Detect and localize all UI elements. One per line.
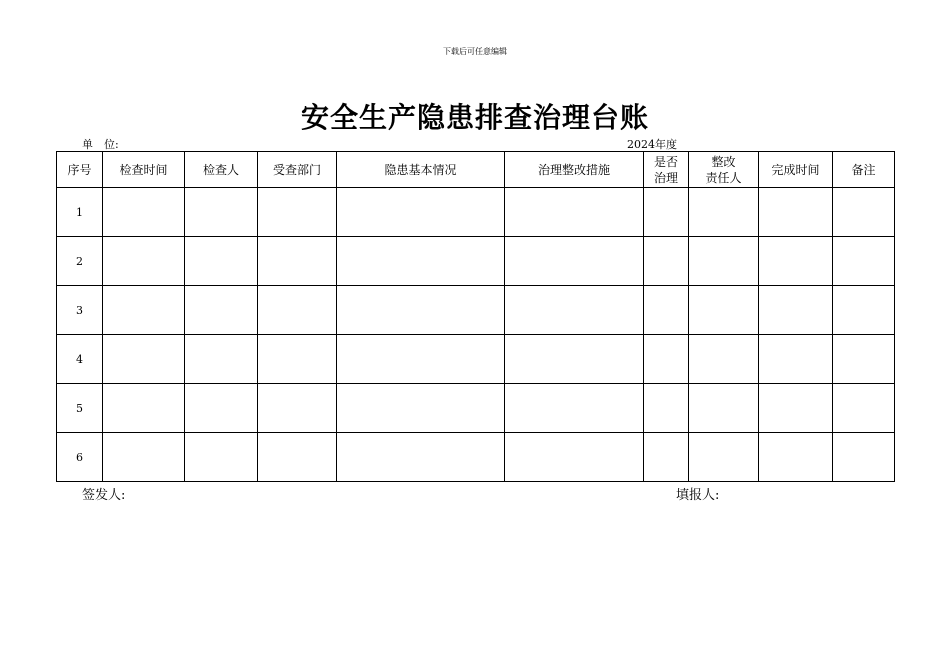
finish-time-cell[interactable] (759, 286, 833, 335)
department-cell[interactable] (258, 188, 337, 237)
column-header-seq: 序号 (57, 152, 103, 188)
seq-cell: 2 (57, 237, 103, 286)
department-cell[interactable] (258, 384, 337, 433)
finish-time-cell[interactable] (759, 335, 833, 384)
column-header-check-time: 检查时间 (103, 152, 185, 188)
department-cell[interactable] (258, 237, 337, 286)
hazard-info-cell[interactable] (337, 286, 505, 335)
remarks-cell[interactable] (833, 286, 895, 335)
measures-cell[interactable] (505, 433, 644, 482)
remarks-cell[interactable] (833, 188, 895, 237)
column-header-treated (644, 152, 689, 188)
treated-cell[interactable] (644, 335, 689, 384)
remarks-cell[interactable] (833, 384, 895, 433)
finish-time-cell[interactable] (759, 237, 833, 286)
treated-cell[interactable] (644, 237, 689, 286)
measures-cell[interactable] (505, 384, 644, 433)
column-header-treated-line1: 是否 (653, 154, 678, 169)
seq-cell: 4 (57, 335, 103, 384)
column-header-responsible-line2: 责任人 (705, 170, 742, 185)
check-time-cell[interactable] (103, 188, 185, 237)
table-row (57, 335, 895, 384)
hazard-ledger-table (56, 151, 895, 482)
column-header-remarks: 备注 (833, 152, 895, 188)
hazard-info-cell[interactable] (337, 237, 505, 286)
hazard-info-cell[interactable] (337, 335, 505, 384)
treated-cell[interactable] (644, 286, 689, 335)
responsible-cell[interactable] (689, 433, 759, 482)
check-time-cell[interactable] (103, 335, 185, 384)
column-header-responsible (689, 152, 759, 188)
table-row (57, 433, 895, 482)
table-header-row (57, 152, 895, 188)
finish-time-cell[interactable] (759, 384, 833, 433)
column-header-finish-time: 完成时间 (759, 152, 833, 188)
table-row (57, 384, 895, 433)
hazard-info-cell[interactable] (337, 433, 505, 482)
table-row (57, 286, 895, 335)
department-cell[interactable] (258, 433, 337, 482)
responsible-cell[interactable] (689, 237, 759, 286)
responsible-cell[interactable] (689, 384, 759, 433)
column-header-inspector: 检查人 (185, 152, 258, 188)
inspector-cell[interactable] (185, 286, 258, 335)
column-header-hazard-info: 隐患基本情况 (337, 152, 505, 188)
responsible-cell[interactable] (689, 188, 759, 237)
signer-label: 签发人: (82, 488, 126, 503)
hazard-info-cell[interactable] (337, 188, 505, 237)
treated-cell[interactable] (644, 188, 689, 237)
inspector-cell[interactable] (185, 433, 258, 482)
department-cell[interactable] (258, 286, 337, 335)
inspector-cell[interactable] (185, 188, 258, 237)
column-header-treated-line2: 治理 (653, 170, 678, 185)
remarks-cell[interactable] (833, 335, 895, 384)
table-row (57, 188, 895, 237)
column-header-responsible-line1: 整改 (711, 154, 736, 169)
filler-label: 填报人: (676, 488, 720, 503)
seq-cell: 6 (57, 433, 103, 482)
check-time-cell[interactable] (103, 433, 185, 482)
check-time-cell[interactable] (103, 237, 185, 286)
treated-cell[interactable] (644, 384, 689, 433)
check-time-cell[interactable] (103, 286, 185, 335)
inspector-cell[interactable] (185, 237, 258, 286)
seq-cell: 5 (57, 384, 103, 433)
seq-cell: 1 (57, 188, 103, 237)
department-cell[interactable] (258, 335, 337, 384)
inspector-cell[interactable] (185, 335, 258, 384)
table-row (57, 237, 895, 286)
measures-cell[interactable] (505, 237, 644, 286)
check-time-cell[interactable] (103, 384, 185, 433)
finish-time-cell[interactable] (759, 188, 833, 237)
year-label: 2024年度 (627, 138, 677, 151)
measures-cell[interactable] (505, 286, 644, 335)
responsible-cell[interactable] (689, 335, 759, 384)
inspector-cell[interactable] (185, 384, 258, 433)
hazard-info-cell[interactable] (337, 384, 505, 433)
remarks-cell[interactable] (833, 237, 895, 286)
remarks-cell[interactable] (833, 433, 895, 482)
seq-cell: 3 (57, 286, 103, 335)
responsible-cell[interactable] (689, 286, 759, 335)
measures-cell[interactable] (505, 335, 644, 384)
treated-cell[interactable] (644, 433, 689, 482)
measures-cell[interactable] (505, 188, 644, 237)
finish-time-cell[interactable] (759, 433, 833, 482)
column-header-measures: 治理整改措施 (505, 152, 644, 188)
unit-label: 单 位: (82, 138, 119, 151)
column-header-department: 受查部门 (258, 152, 337, 188)
document-title: 安全生产隐患排查治理台账 (300, 101, 649, 134)
header-note: 下载后可任意编辑 (443, 47, 507, 56)
